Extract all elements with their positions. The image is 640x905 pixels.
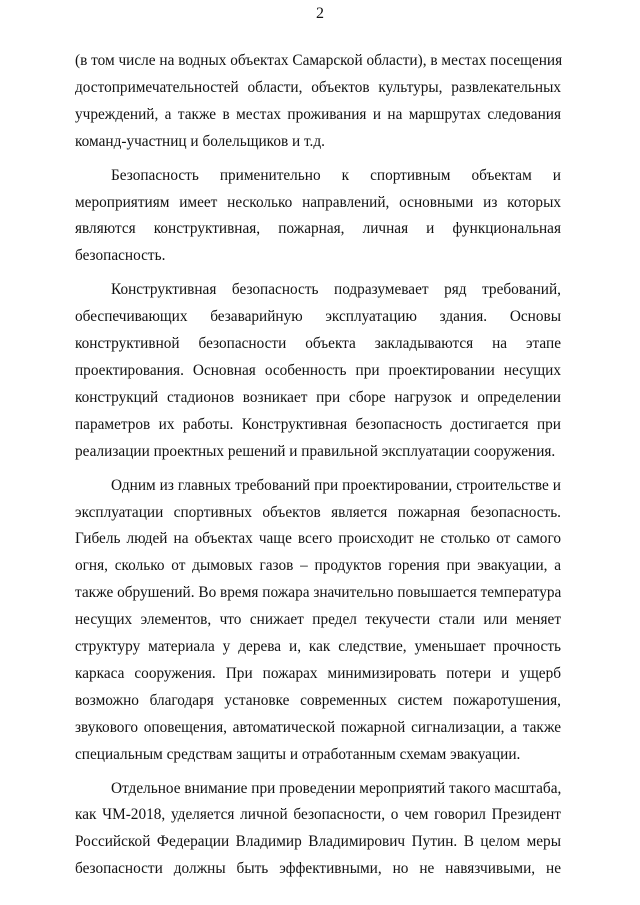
text-line: достопримечательностей области, объектов культуры, развлекательных <box>75 78 561 96</box>
text-line: параметров их работы. Конструктивная безопасность достигается при <box>75 415 561 433</box>
text-line: Конструктивная безопасность подразумевает ряд требований, <box>111 281 561 299</box>
text-line: несущих элементов, что снижает предел текучести стали или меняет <box>75 611 561 629</box>
text-line: Отдельное внимание при проведении мероприятий такого масштаба, <box>111 779 562 797</box>
paragraph-1 <box>75 48 561 156</box>
text-line: эксплуатации спортивных объектов является пожарная безопасность. <box>75 503 561 521</box>
text-line: безопасность. <box>75 247 166 265</box>
text-line: мероприятиям имеет несколько направлений, основными из которых <box>75 193 561 211</box>
text-line: структуру материала у дерева и, как следствие, уменьшает прочность <box>75 638 561 656</box>
text-line: являются конструктивная, пожарная, личная и функциональная <box>75 220 561 238</box>
text-line: Российской Федерации Владимир Владимирович Путин. В целом меры <box>75 833 561 851</box>
text-line: обеспечивающих безаварийную эксплуатацию здания. Основы <box>75 308 561 326</box>
text-line: (в том числе на водных объектах Самарской области), в местах посещения <box>75 52 563 69</box>
document-body <box>75 48 561 883</box>
text-line: как ЧМ-2018, уделяется личной безопасности, о чем говорил Президент <box>75 806 561 824</box>
text-line: возможно благодаря установке современных систем пожаротушения, <box>75 691 561 709</box>
text-line: звукового оповещения, автоматической пожарной сигнализации, а также <box>75 718 561 736</box>
text-line: команд-участниц и болельщиков и т.д. <box>75 132 325 150</box>
paragraph-3 <box>75 277 561 465</box>
paragraph-5 <box>75 776 561 884</box>
text-line: каркаса сооружения. При пожарах минимизировать потери и ущерб <box>75 664 561 682</box>
text-line: проектирования. Основная особенность при проектировании несущих <box>75 361 561 379</box>
page-number: 2 <box>316 5 324 22</box>
text-line: также обрушений. Во время пожара значительно повышается температура <box>75 584 562 602</box>
text-line: безопасности должны быть эффективными, но не навязчивыми, не <box>75 860 561 878</box>
text-line: Безопасность применительно к спортивным объектам и <box>111 166 561 184</box>
paragraph-4 <box>75 473 561 769</box>
text-line: конструктивной безопасности объекта закладываются на этапе <box>75 335 561 353</box>
text-line: Одним из главных требований при проектировании, строительстве и <box>111 476 561 494</box>
text-line: специальным средствам защиты и отработанным схемам эвакуации. <box>75 745 521 763</box>
text-line: конструкций стадионов возникает при сборе нагрузок и определении <box>75 388 561 406</box>
text-line: учреждений, а также в местах проживания и на маршрутах следования <box>75 105 561 123</box>
paragraph-2 <box>75 163 561 271</box>
text-line: Гибель людей на объектах чаще всего происходит не столько от самого <box>75 530 561 548</box>
text-line: огня, сколько от дымовых газов – продуктов горения при эвакуации, а <box>75 557 561 575</box>
text-line: реализации проектных решений и правильной эксплуатации сооружения. <box>75 442 556 460</box>
